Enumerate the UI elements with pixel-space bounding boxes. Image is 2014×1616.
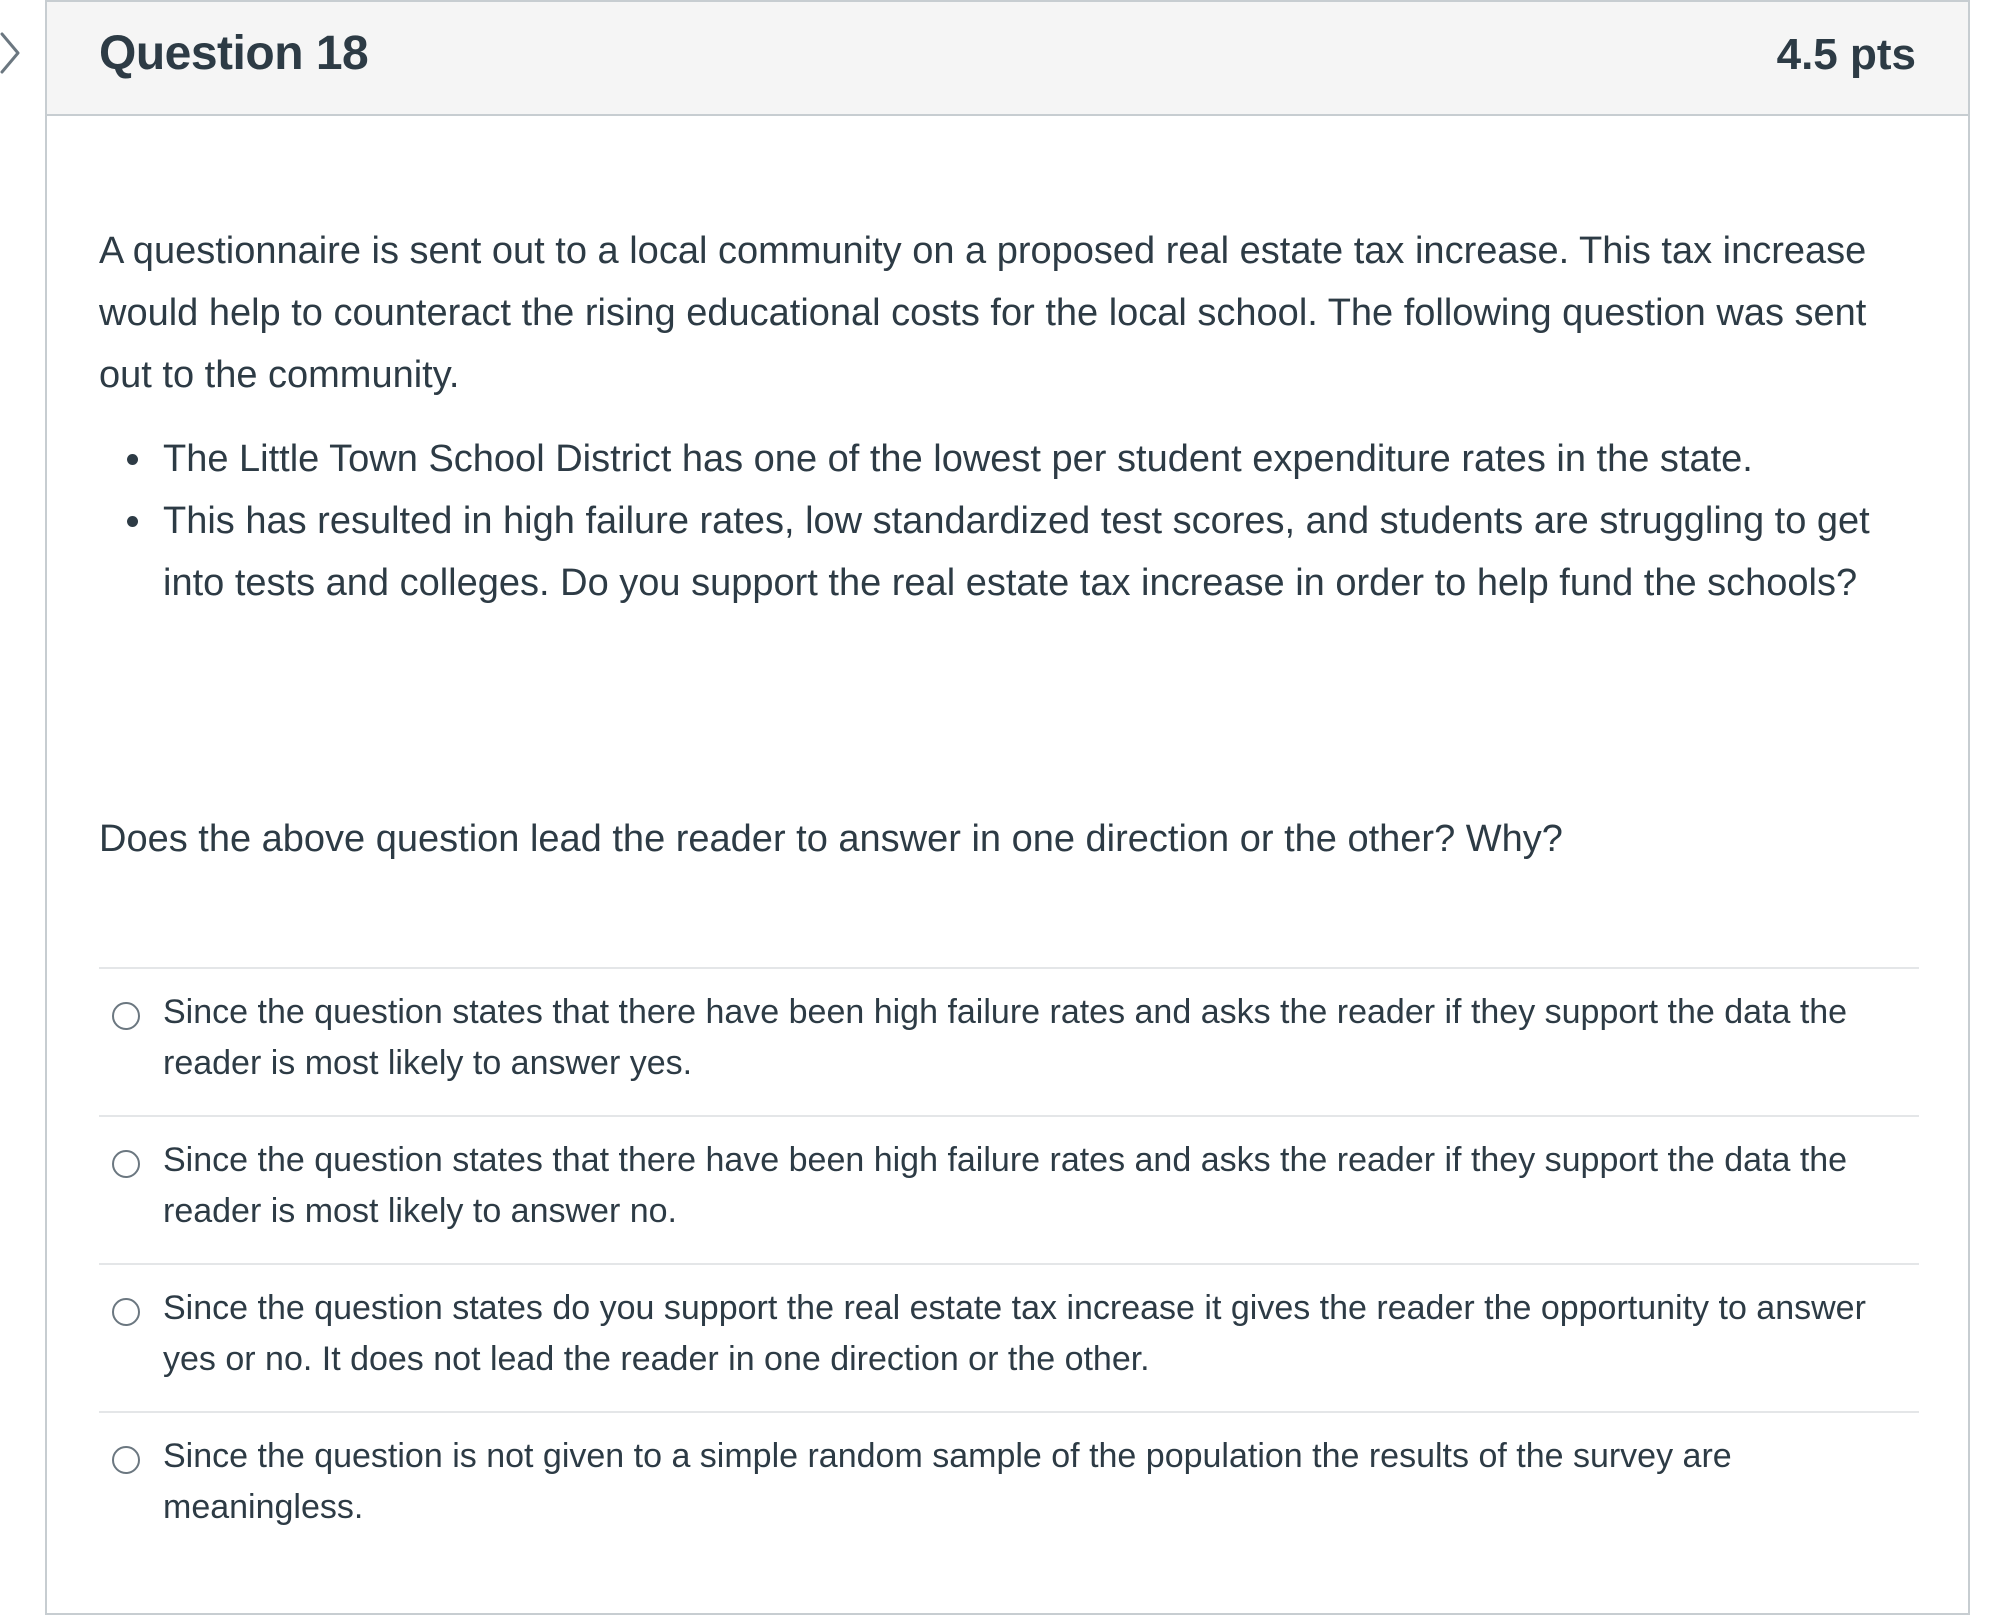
question-title: Question 18 — [99, 27, 369, 80]
question-prompt: Does the above question lead the reader to answer in one direction or the other? Why? — [99, 818, 1563, 860]
bullet-item — [99, 490, 1919, 614]
radio-button[interactable] — [112, 1002, 140, 1030]
answer-label[interactable]: Since the question states do you support the real estate tax increase it gives the reader the opportunity to answer yes or no. It does not lead the reader in one direction or the other. — [163, 1289, 1866, 1378]
answer-label[interactable]: Since the question is not given to a simple random sample of the population the results of the survey are meaningless. — [163, 1437, 1732, 1526]
bullet-text: This has resulted in high failure rates, low standardized test scores, and students are struggling to get into tests and colleges. Do you support the real estate tax increase in order to help fund the schools? — [163, 500, 1870, 604]
answer-list — [99, 967, 1919, 1559]
question-card — [45, 0, 1970, 1615]
radio-button[interactable] — [112, 1150, 140, 1178]
chevron-right-icon[interactable] — [0, 30, 24, 76]
bullet-text: The Little Town School District has one of the lowest per student expenditure rates in the state. — [163, 438, 1753, 480]
bullet-item — [99, 428, 1919, 490]
answer-option[interactable] — [99, 967, 1919, 1115]
answer-label[interactable]: Since the question states that there have been high failure rates and asks the reader if they support the data the reader is most likely to answer no. — [163, 1141, 1848, 1230]
answer-option[interactable] — [99, 1411, 1919, 1559]
bullet-icon — [127, 454, 138, 465]
answer-option[interactable] — [99, 1263, 1919, 1411]
question-points: 4.5 pts — [1776, 30, 1916, 79]
radio-button[interactable] — [112, 1298, 140, 1326]
answer-option[interactable] — [99, 1115, 1919, 1263]
answer-label[interactable]: Since the question states that there have been high failure rates and asks the reader if they support the data the reader is most likely to answer yes. — [163, 993, 1848, 1082]
question-bullet-list — [99, 428, 1919, 614]
question-intro: A questionnaire is sent out to a local community on a proposed real estate tax increase. This tax increase would help to counteract the rising educational costs for the local school. The following question was sent out to the community. — [99, 230, 1867, 396]
question-header — [47, 0, 1968, 116]
bullet-icon — [127, 516, 138, 527]
radio-button[interactable] — [112, 1446, 140, 1474]
